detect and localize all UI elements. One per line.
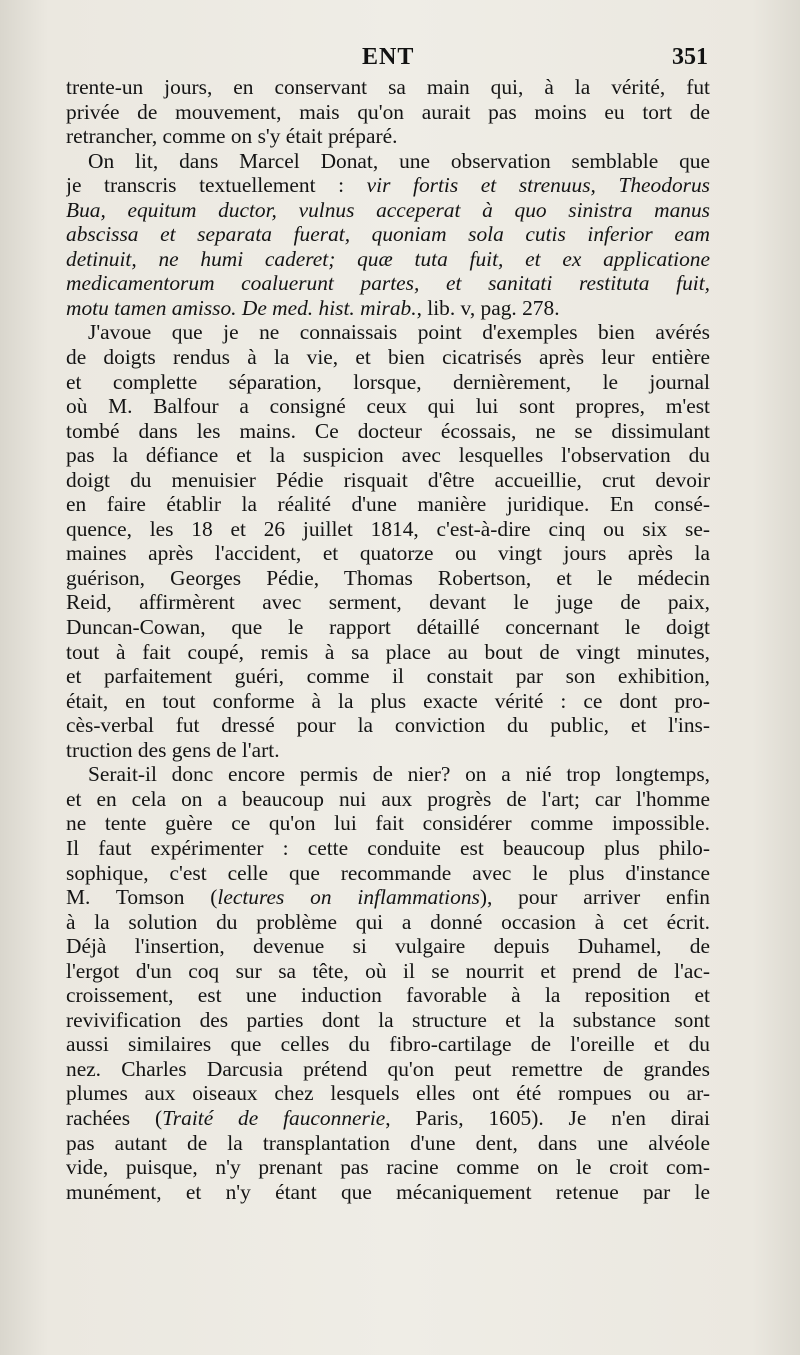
- text-line: [66, 1081, 710, 1106]
- text-line: [66, 1155, 710, 1180]
- text-line: [66, 124, 710, 149]
- running-head: [0, 44, 800, 74]
- italic-text: detinuit, ne humi caderet; quæ tuta fuit, et ex applicatione: [66, 246, 710, 271]
- body-text: [66, 75, 710, 1204]
- text-line: [66, 100, 710, 125]
- text-run: tombé dans les mains. Ce docteur écossais, ne se dissimulant: [66, 418, 710, 443]
- text-line: [66, 345, 710, 370]
- text-run: trente-un jours, en conservant sa main qui, à la vérité, fut: [66, 75, 710, 99]
- text-run: Serait-il donc encore permis de nier? on a nié trop longtemps,: [88, 762, 710, 787]
- italic-text: lectures on inflammations: [217, 885, 480, 910]
- text-line: [66, 590, 710, 615]
- text-line: [66, 468, 710, 493]
- text-line: [66, 885, 710, 910]
- text-run: Il faut expérimenter : cette conduite est beaucoup plus philo-: [66, 835, 710, 860]
- text-run: cès-verbal fut dressé pour la conviction du public, et l'ins-: [66, 713, 710, 738]
- text-run: et complette séparation, lorsque, dernièrement, le journal: [66, 369, 710, 394]
- italic-text: Traité de fauconnerie: [162, 1105, 386, 1130]
- text-line: [66, 149, 710, 174]
- italic-text: abscissa et separata fuerat, quoniam sola cutis inferior eam: [66, 222, 710, 247]
- text-run: doigt du menuisier Pédie risquait d'être accueillie, crut devoir: [66, 467, 710, 492]
- text-run: l'ergot d'un coq sur sa tête, où il se nourrit et prend de l'ac-: [66, 958, 710, 983]
- text-run: , lib. v, pag. 278.: [416, 295, 560, 320]
- text-line: [66, 713, 710, 738]
- running-head-title: ENT: [362, 44, 415, 70]
- text-run: privée de mouvement, mais qu'on aurait pas moins eu tort de: [66, 99, 710, 124]
- text-line: [66, 861, 710, 886]
- italic-text: medicamentorum coaluerunt partes, et sanitati restituta fuit,: [66, 271, 710, 296]
- text-line: [66, 75, 710, 100]
- text-line: [66, 1057, 710, 1082]
- text-run: guérison, Georges Pédie, Thomas Robertson, et le médecin: [66, 565, 710, 590]
- italic-text: Bua, equitum ductor, vulnus acceperat à quo sinistra manus: [66, 197, 710, 222]
- text-run: Duncan-Cowan, que le rapport détaillé concernant le doigt: [66, 615, 710, 640]
- text-run: ne tente guère ce qu'on lui fait considérer comme impossible.: [66, 811, 710, 836]
- text-line: [66, 1131, 710, 1156]
- text-run: sophique, c'est celle que recommande avec le plus d'instance: [66, 860, 710, 885]
- text-line: [66, 222, 710, 247]
- text-line: [66, 640, 710, 665]
- text-run: était, en tout conforme à la plus exacte vérité : ce dont pro-: [66, 688, 710, 713]
- text-run: revivification des parties dont la structure et la substance sont: [66, 1007, 710, 1032]
- text-run: M. Tomson (: [66, 885, 218, 910]
- text-line: [66, 1032, 710, 1057]
- text-run: où M. Balfour a consigné ceux qui lui sont propres, m'est: [66, 394, 710, 419]
- text-line: [66, 566, 710, 591]
- text-line: [66, 492, 710, 517]
- text-run: à la solution du problème qui a donné occasion à cet écrit.: [66, 909, 710, 934]
- text-run: pas la défiance et la suspicion avec lesquelles l'observation du: [66, 443, 710, 468]
- text-run: quence, les 18 et 26 juillet 1814, c'est-à-dire cinq ou six se-: [66, 516, 710, 541]
- text-line: [66, 615, 710, 640]
- text-line: [66, 419, 710, 444]
- text-run: tout à fait coupé, remis à sa place au bout de vingt minutes,: [66, 639, 710, 664]
- page-number: 351: [672, 44, 708, 70]
- text-run: Reid, affirmèrent avec serment, devant le juge de paix,: [66, 590, 710, 615]
- text-run: , Paris, 1605). Je n'en dirai: [385, 1105, 710, 1130]
- text-line: [66, 173, 710, 198]
- text-line: [66, 983, 710, 1008]
- text-line: [66, 910, 710, 935]
- text-line: [66, 738, 710, 763]
- text-run: ), pour arriver enfin: [479, 885, 710, 910]
- text-run: et parfaitement guéri, comme il constait par son exhibition,: [66, 664, 710, 689]
- text-run: On lit, dans Marcel Donat, une observation semblable que: [88, 148, 710, 173]
- text-line: [66, 1106, 710, 1131]
- text-line: [66, 762, 710, 787]
- text-run: je transcris textuellement :: [66, 173, 367, 198]
- text-run: rachées (: [66, 1105, 163, 1130]
- text-run: en faire établir la réalité d'une manière juridique. En consé-: [66, 492, 710, 517]
- text-line: [66, 247, 710, 272]
- text-line: [66, 934, 710, 959]
- text-run: pas autant de la transplantation d'une dent, dans une alvéole: [66, 1130, 710, 1155]
- text-line: [66, 787, 710, 812]
- text-line: [66, 959, 710, 984]
- text-line: [66, 836, 710, 861]
- text-run: maines après l'accident, et quatorze ou vingt jours après la: [66, 541, 710, 566]
- text-run: et en cela on a beaucoup nui aux progrès de l'art; car l'homme: [66, 786, 710, 811]
- text-run: truction des gens de l'art.: [66, 737, 280, 762]
- text-line: [66, 198, 710, 223]
- text-run: retrancher, comme on s'y était préparé.: [66, 124, 398, 149]
- text-run: plumes aux oiseaux chez lesquels elles ont été rompues ou ar-: [66, 1081, 710, 1106]
- text-run: Déjà l'insertion, devenue si vulgaire depuis Duhamel, de: [66, 934, 710, 959]
- text-line: [66, 517, 710, 542]
- text-line: [66, 443, 710, 468]
- text-run: croissement, est une induction favorable à la reposition et: [66, 983, 710, 1008]
- text-run: de doigts rendus à la vie, et bien cicatrisés après leur entière: [66, 345, 710, 370]
- text-line: [66, 320, 710, 345]
- text-line: [66, 394, 710, 419]
- text-line: [66, 1180, 710, 1205]
- italic-text: motu tamen amisso. De med. hist. mirab.: [66, 295, 417, 320]
- text-line: [66, 370, 710, 395]
- text-line: [66, 811, 710, 836]
- text-run: vide, puisque, n'y prenant pas racine comme on le croit com-: [66, 1155, 710, 1180]
- text-run: nez. Charles Darcusia prétend qu'on peut remettre de grandes: [66, 1056, 710, 1081]
- text-run: aussi similaires que celles du fibro-cartilage de l'oreille et du: [66, 1032, 710, 1057]
- text-line: [66, 271, 710, 296]
- text-line: [66, 296, 710, 321]
- text-line: [66, 1008, 710, 1033]
- text-line: [66, 541, 710, 566]
- text-line: [66, 689, 710, 714]
- text-line: [66, 664, 710, 689]
- text-run: J'avoue que je ne connaissais point d'exemples bien avérés: [88, 320, 710, 345]
- italic-text: vir fortis et strenuus, Theodorus: [366, 173, 710, 198]
- text-run: munément, et n'y étant que mécaniquement retenue par le: [66, 1179, 710, 1204]
